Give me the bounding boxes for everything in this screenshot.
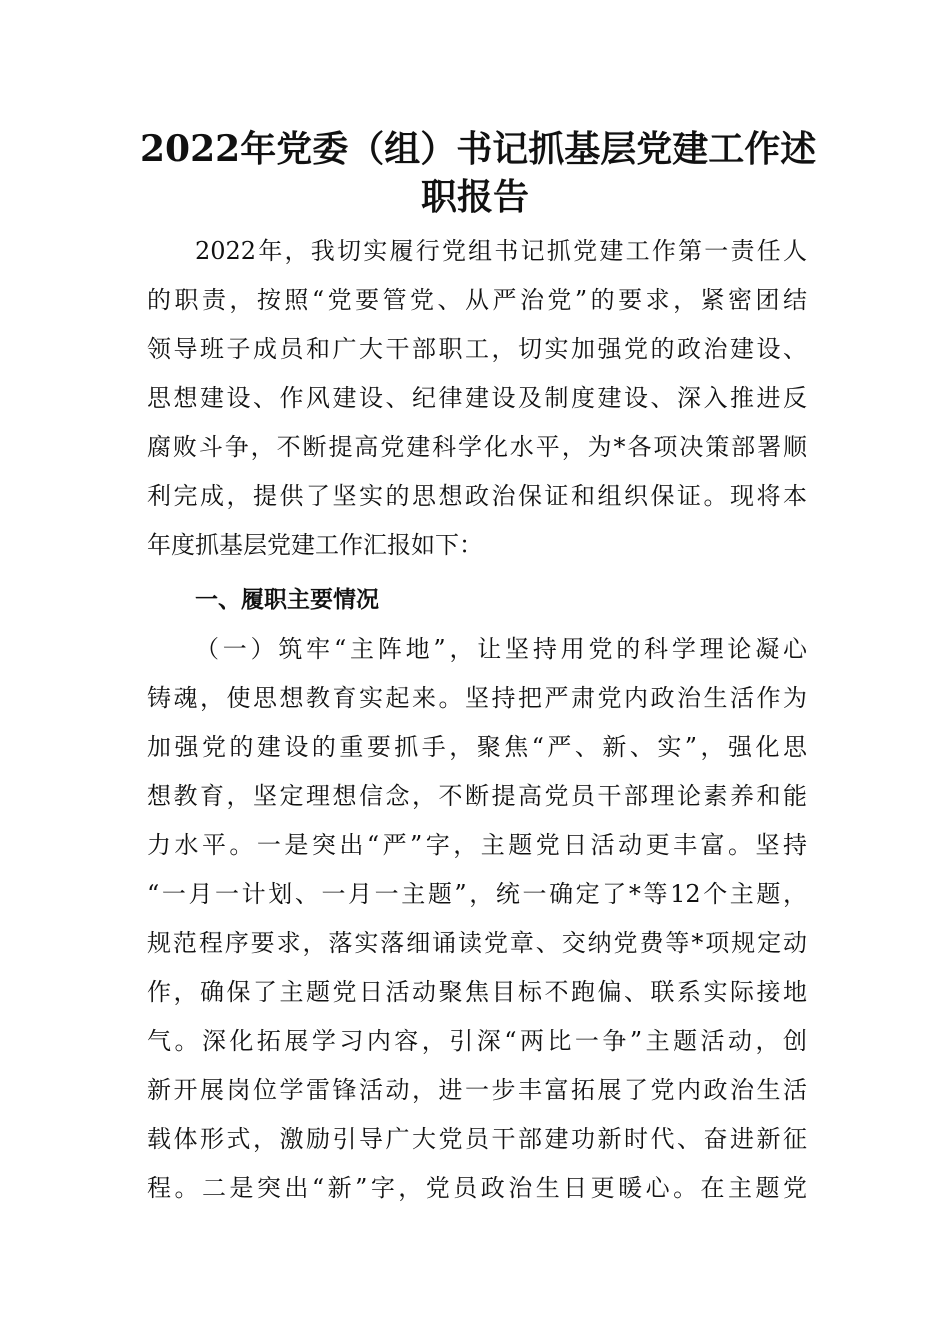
body-line: “一月一计划、一月一主题”，统一确定了*等12个主题，	[147, 880, 807, 908]
intro-line: 领导班子成员和广大干部职工，切实加强党的政治建设、	[147, 335, 807, 363]
body-line: 气。深化拓展学习内容，引深“两比一争”主题活动，创	[147, 1027, 807, 1055]
body-line: 作，确保了主题党日活动聚焦目标不跑偏、联系实际接地	[147, 978, 807, 1006]
body-line: 力水平。一是突出“严”字，主题党日活动更丰富。坚持	[147, 831, 807, 859]
intro-line: 2022年，我切实履行党组书记抓党建工作第一责任人	[195, 237, 807, 265]
document-title-line-2: 职报告	[420, 176, 529, 218]
document-title-line-1: 2022年党委（组）书记抓基层党建工作述	[140, 128, 817, 170]
intro-line: 年度抓基层党建工作汇报如下：	[147, 531, 483, 559]
body-line: 加强党的建设的重要抓手，聚焦“严、新、实”，强化思	[147, 733, 807, 761]
body-line: 想教育，坚定理想信念，不断提高党员干部理论素养和能	[147, 782, 807, 810]
intro-line: 思想建设、作风建设、纪律建设及制度建设、深入推进反	[147, 384, 807, 412]
intro-line: 利完成，提供了坚实的思想政治保证和组织保证。现将本	[147, 482, 807, 510]
body-line: 载体形式，激励引导广大党员干部建功新时代、奋进新征	[147, 1125, 807, 1153]
intro-line: 的职责，按照“党要管党、从严治党”的要求，紧密团结	[147, 286, 807, 314]
body-line: （一）筑牢“主阵地”，让坚持用党的科学理论凝心	[195, 635, 807, 663]
body-line: 新开展岗位学雷锋活动，进一步丰富拓展了党内政治生活	[147, 1076, 807, 1104]
intro-line: 腐败斗争，不断提高党建科学化水平，为*各项决策部署顺	[147, 433, 807, 461]
body-line: 铸魂，使思想教育实起来。坚持把严肃党内政治生活作为	[147, 684, 807, 712]
section-heading: 一、履职主要情况	[195, 587, 379, 613]
body-line: 程。二是突出“新”字，党员政治生日更暖心。在主题党	[147, 1174, 807, 1202]
body-line: 规范程序要求，落实落细诵读党章、交纳党费等*项规定动	[147, 929, 807, 957]
